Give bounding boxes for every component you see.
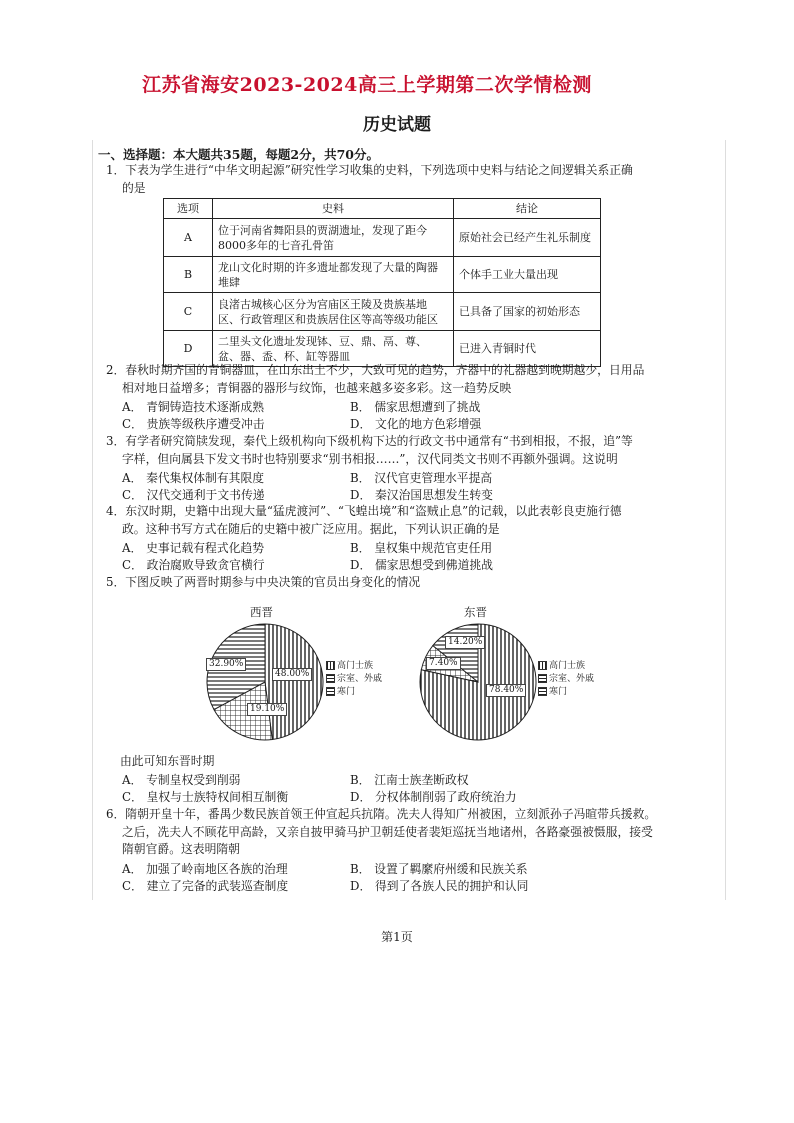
q6-option-d[interactable]: D． 得到了各族人民的拥护和认同 <box>350 879 529 893</box>
legend-item <box>326 673 382 686</box>
legend-swatch <box>538 687 547 696</box>
table-cell-source: 二里头文化遗址发现钵、豆、鼎、鬲、尊、盆、器、盉、杯、缸等器皿 <box>213 331 454 367</box>
pie0-label-zongshi: 19.10% <box>247 703 287 716</box>
table-cell-option: D <box>164 331 213 367</box>
subject-title: 历史试题 <box>363 115 431 135</box>
q4-line2: 政。这种书写方式在随后的史籍中被广泛应用。据此，下列认识正确的是 <box>122 521 500 536</box>
table-cell-conclusion: 已进入青铜时代 <box>454 331 601 367</box>
q3-line2: 字样，但向属县下发文书时也特别要求“别书相报……”，汉代同类文书则不再额外强调。这说明 <box>122 451 618 466</box>
q6-line1: 6．隋朝开皇十年，番禺少数民族首领王仲宣起兵抗隋。冼夫人得知广州被困，立刻派孙子冯暄带兵援救。 <box>106 807 657 821</box>
table-row <box>164 219 601 257</box>
table-row <box>164 293 601 331</box>
q4-option-c[interactable]: C． 政治腐败导致贪官横行 <box>122 558 265 572</box>
legend-item <box>326 660 382 673</box>
q6-line2: 之后，冼夫人不顾花甲高龄，又亲自披甲骑马护卫朝廷使者裴矩巡抚当地诸州，各路豪强被慑服，接受 <box>122 824 653 839</box>
legend-swatch <box>326 674 335 683</box>
table-row <box>164 257 601 293</box>
table-cell-conclusion: 已具备了国家的初始形态 <box>454 293 601 331</box>
table-cell-option: B <box>164 257 213 293</box>
question-5 <box>106 574 722 592</box>
question-3 <box>106 433 722 468</box>
q1-table <box>163 198 601 367</box>
exam-title: 江苏省海安2023-2024高三上学期第二次学情检测 <box>142 74 592 96</box>
pie0-slice-gaomen <box>265 624 323 740</box>
q5-after: 由此可知东晋时期 <box>120 754 215 768</box>
table-cell-conclusion: 原始社会已经产生礼乐制度 <box>454 219 601 257</box>
question-6 <box>106 806 722 859</box>
table-header: 史料 <box>213 199 454 219</box>
pie-title-western-jin: 西晋 <box>250 605 273 619</box>
pie1-label-gaomen: 78.40% <box>486 684 526 697</box>
table-cell-conclusion: 个体手工业大量出现 <box>454 257 601 293</box>
q1-stem-line1: 1．下表为学生进行“中华文明起源”研究性学习收集的史料，下列选项中史料与结论之间逻辑关系正确 <box>106 163 633 177</box>
q6-option-c[interactable]: C． 建立了完备的武装巡查制度 <box>122 879 289 893</box>
section-heading: 一、选择题：本大题共35题，每题2分，共70分。 <box>98 147 379 162</box>
pie0-label-hanmen: 32.90% <box>206 658 246 671</box>
pie1-label-zongshi: 7.40% <box>426 657 461 670</box>
q2-option-b[interactable]: B． 儒家思想遭到了挑战 <box>350 400 481 414</box>
legend-item <box>538 686 594 699</box>
page-number: 第1页 <box>381 930 413 944</box>
legend-label: 寒门 <box>549 687 568 697</box>
table-cell-source: 良渚古城核心区分为宫庙区王陵及贵族基地区、行政管理区和贵族居住区等高等级功能区 <box>213 293 454 331</box>
pie1-legend <box>538 660 594 699</box>
pie0-legend <box>326 660 382 699</box>
q2-option-a[interactable]: A． 青铜铸造技术逐渐成熟 <box>122 400 265 414</box>
table-cell-option: A <box>164 219 213 257</box>
q5-option-a[interactable]: A． 专制皇权受到削弱 <box>122 773 241 787</box>
q4-option-a[interactable]: A． 史事记载有程式化趋势 <box>122 541 265 555</box>
legend-label: 寒门 <box>337 687 356 697</box>
legend-item <box>538 660 594 673</box>
table-header: 结论 <box>454 199 601 219</box>
q3-line1: 3．有学者研究简牍发现，秦代上级机构向下级机构下达的行政文书中通常有“书到相报，不报，追”等 <box>106 434 633 448</box>
q4-option-b[interactable]: B． 皇权集中规范官吏任用 <box>350 541 493 555</box>
pie1-label-hanmen: 14.20% <box>445 636 485 649</box>
table-header: 选项 <box>164 199 213 219</box>
q6-option-b[interactable]: B． 设置了羁縻府州缓和民族关系 <box>350 862 528 876</box>
q2-option-d[interactable]: D． 文化的地方色彩增强 <box>350 417 482 431</box>
q2-option-c[interactable]: C． 贵族等级秩序遭受冲击 <box>122 417 265 431</box>
question-1 <box>106 162 722 197</box>
q5-option-b[interactable]: B． 江南士族垄断政权 <box>350 773 469 787</box>
q5-option-c[interactable]: C． 皇权与士族特权间相互制衡 <box>122 790 289 804</box>
table-cell-option: C <box>164 293 213 331</box>
pie-title-eastern-jin: 东晋 <box>464 605 487 619</box>
legend-label: 宗室、外戚 <box>549 674 595 684</box>
table-header-row <box>164 199 601 219</box>
question-4 <box>106 503 722 538</box>
legend-swatch <box>326 661 335 670</box>
legend-item <box>538 673 594 686</box>
q3-option-a[interactable]: A． 秦代集权体制有其限度 <box>122 471 265 485</box>
q1-stem-line2: 的是 <box>122 180 146 195</box>
legend-item <box>326 686 382 699</box>
legend-swatch <box>326 687 335 696</box>
pie-charts <box>0 620 794 760</box>
q5-option-d[interactable]: D． 分权体制削弱了政府统治力 <box>350 790 517 804</box>
q2-line2: 相对地日益增多；青铜器的器形与纹饰，也越来越多姿多彩。这一趋势反映 <box>122 380 512 395</box>
legend-label: 高门士族 <box>549 661 586 671</box>
q3-option-d[interactable]: D． 秦汉治国思想发生转变 <box>350 488 493 502</box>
legend-label: 宗室、外戚 <box>337 674 383 684</box>
legend-swatch <box>538 661 547 670</box>
q2-line1: 2．春秋时期齐国的青铜器皿，在山东出土不少，大致可见的趋势，齐器中的礼器越到晚期越少，日用品 <box>106 363 645 377</box>
q6-option-a[interactable]: A． 加强了岭南地区各族的治理 <box>122 862 288 876</box>
legend-swatch <box>538 674 547 683</box>
q4-line1: 4．东汉时期，史籍中出现大量“猛虎渡河”、“飞蝗出境”和“盗贼止息”的记载，以此表彰良吏施行德 <box>106 504 622 518</box>
q3-option-b[interactable]: B． 汉代官吏管理水平提高 <box>350 471 493 485</box>
table-cell-source: 龙山文化时期的许多遗址都发现了大量的陶器堆肆 <box>213 257 454 293</box>
pie0-label-gaomen: 48.00% <box>272 668 312 681</box>
q3-option-c[interactable]: C． 汉代交通利于文书传递 <box>122 488 265 502</box>
question-2 <box>106 362 722 397</box>
q6-line3: 隋朝官爵。这表明隋朝 <box>122 842 240 856</box>
table-cell-source: 位于河南省舞阳县的贾湖遗址，发现了距今8000多年的七音孔骨笛 <box>213 219 454 257</box>
legend-label: 高门士族 <box>337 661 374 671</box>
q4-option-d[interactable]: D． 儒家思想受到佛道挑战 <box>350 558 493 572</box>
q5-line1: 5．下图反映了两晋时期参与中央决策的官员出身变化的情况 <box>106 575 421 589</box>
